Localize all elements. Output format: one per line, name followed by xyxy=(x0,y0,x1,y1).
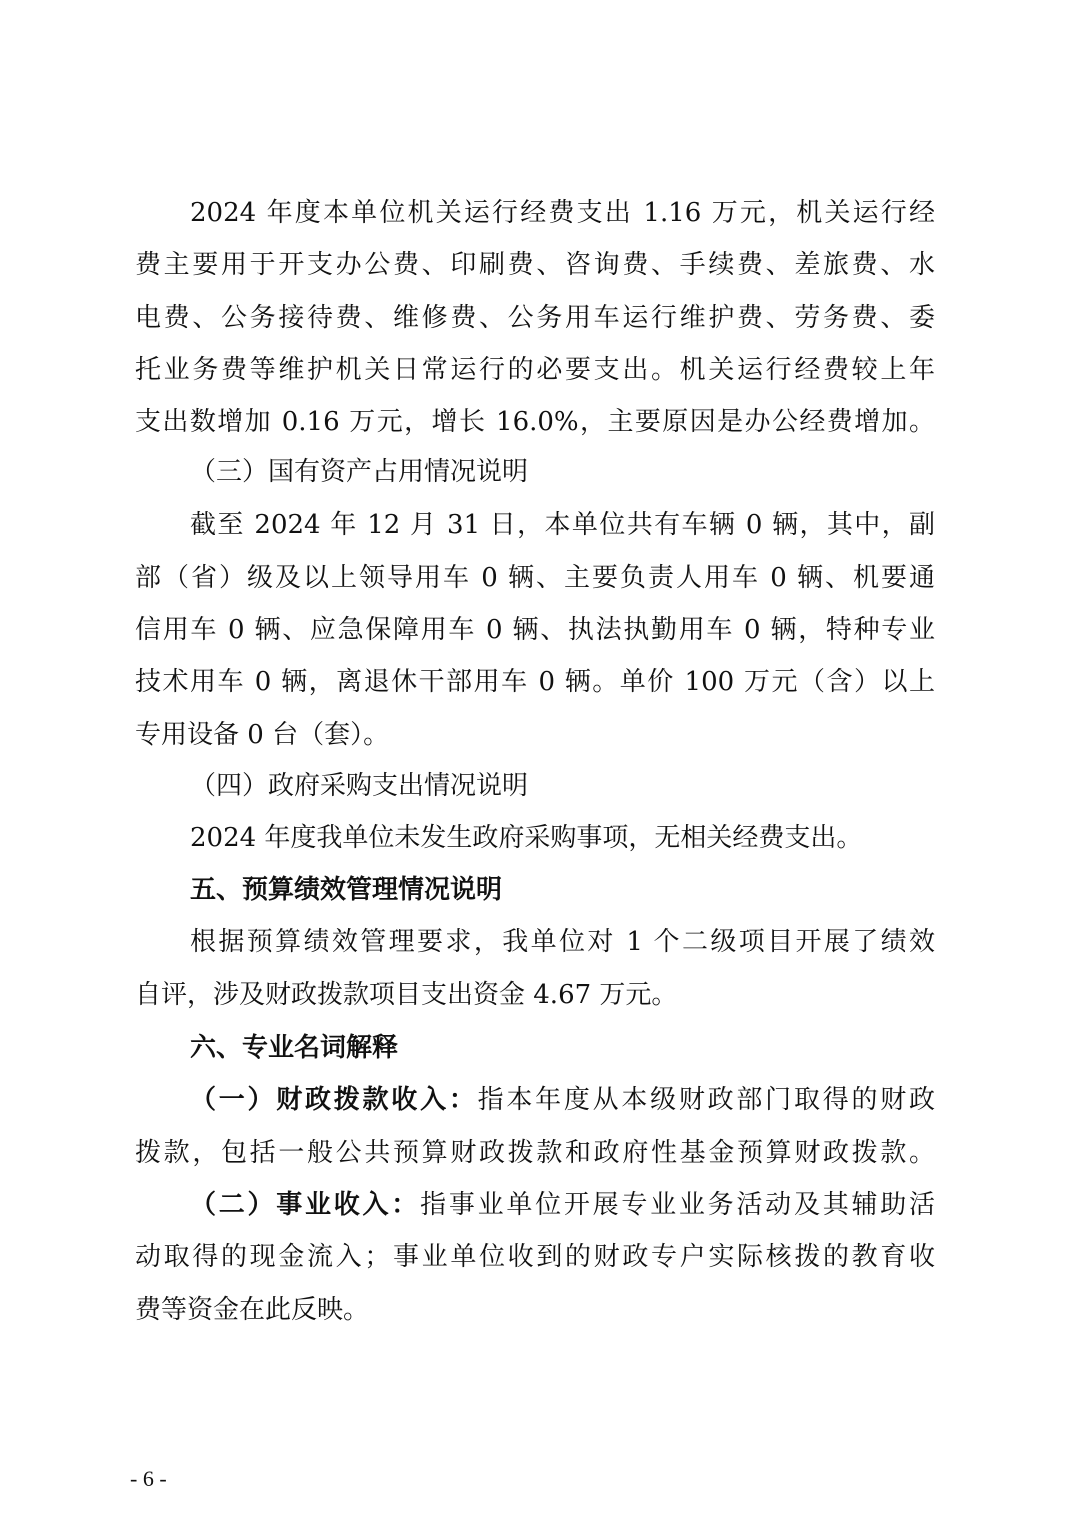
term-label: （一）财政拨款收入： xyxy=(190,1085,478,1115)
paragraph-line: 电费、公务接待费、维修费、公务用车运行维护费、劳务费、委 xyxy=(135,303,935,333)
paragraph-line: 2024 年度本单位机关运行经费支出 1.16 万元，机关运行经 xyxy=(190,198,935,228)
section-heading: （三）国有资产占用情况说明 xyxy=(190,457,529,487)
paragraph-line: 费等资金在此反映。 xyxy=(135,1295,370,1325)
paragraph-line: 部（省）级及以上领导用车 0 辆、主要负责人用车 0 辆、机要通 xyxy=(135,563,935,593)
paragraph-line: 2024 年度我单位未发生政府采购事项，无相关经费支出。 xyxy=(190,823,863,853)
section-heading: 六、专业名词解释 xyxy=(190,1033,399,1063)
paragraph-line: 支出数增加 0.16 万元，增长 16.0%，主要原因是办公经费增加。 xyxy=(135,407,935,437)
term-definition-line xyxy=(190,1179,935,1231)
term-text: 指本年度从本级财政部门取得的财政 xyxy=(477,1085,935,1115)
term-text: 指事业单位开展专业业务活动及其辅助活 xyxy=(420,1190,935,1220)
term-definition-line xyxy=(190,1074,935,1126)
paragraph-line: 动取得的现金流入；事业单位收到的财政专户实际核拨的教育收 xyxy=(135,1242,935,1272)
paragraph-line: 根据预算绩效管理要求，我单位对 1 个二级项目开展了绩效 xyxy=(190,927,935,957)
paragraph-line: 截至 2024 年 12 月 31 日，本单位共有车辆 0 辆，其中，副 xyxy=(190,510,935,540)
paragraph-line: 自评，涉及财政拨款项目支出资金 4.67 万元。 xyxy=(135,980,678,1010)
paragraph-line: 托业务费等维护机关日常运行的必要支出。机关运行经费较上年 xyxy=(135,355,935,385)
paragraph-line: 费主要用于开支办公费、印刷费、咨询费、手续费、差旅费、水 xyxy=(135,250,935,280)
paragraph-line: 专用设备 0 台（套）。 xyxy=(135,720,390,750)
section-heading: 五、预算绩效管理情况说明 xyxy=(190,875,503,905)
term-label: （二）事业收入： xyxy=(190,1190,421,1220)
paragraph-line: 信用车 0 辆、应急保障用车 0 辆、执法执勤用车 0 辆，特种专业 xyxy=(135,615,935,645)
paragraph-line: 拨款，包括一般公共预算财政拨款和政府性基金预算财政拨款。 xyxy=(135,1138,935,1168)
section-heading: （四）政府采购支出情况说明 xyxy=(190,771,529,801)
paragraph-line: 技术用车 0 辆，离退休干部用车 0 辆。单价 100 万元（含）以上 xyxy=(135,667,935,697)
page-number: - 6 - xyxy=(130,1466,167,1491)
